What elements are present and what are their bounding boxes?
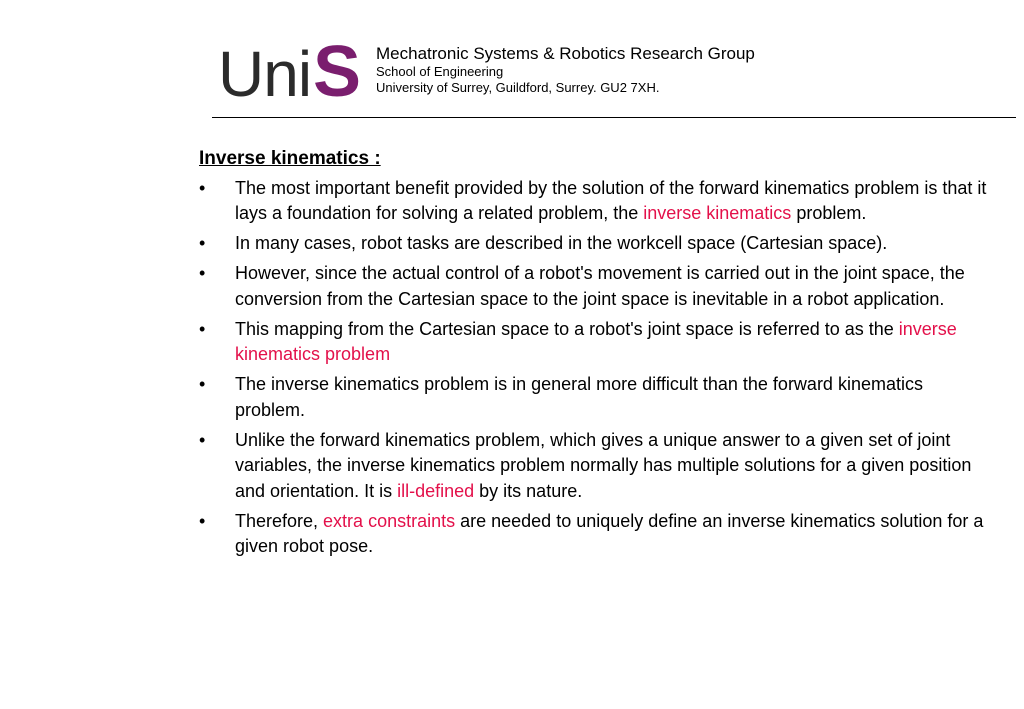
bullet-text: problem.: [791, 203, 867, 223]
bullet-item: [199, 231, 987, 257]
bullet-text: Therefore,: [235, 510, 324, 531]
bullet-text: are needed to uniquely define an inverse kinematics solution for a given robot pose.: [235, 510, 984, 556]
slide-content: [199, 146, 999, 564]
bullet-item: [199, 176, 987, 227]
bullet-text: Unlike the forward kinematics problem, which gives a unique answer to a given set of joint variables, the inverse kinematics problem normally has multiple solutions for a given position and orientation. It is: [235, 429, 972, 501]
bullet-text: by its nature.: [474, 480, 583, 501]
bullet-highlight: inverse kinematics: [643, 203, 792, 223]
bullet-highlight: inverse kinematics problem: [235, 318, 957, 364]
bullet-text: However, since the actual control of a robot's movement is carried out in the joint space, the conversion from the Cartesian space to the joint space is inevitable in a robot application.: [235, 263, 965, 309]
bullet-icon: •: [199, 374, 206, 394]
bullet-highlight: extra constraints: [323, 510, 456, 531]
bullet-item: [199, 261, 987, 312]
bullet-icon: •: [199, 177, 206, 198]
research-group-name: Mechatronic Systems & Robotics Research Group: [376, 44, 755, 63]
bullet-text: The most important benefit provided by the solution of the forward kinematics problem is that it lays a foundation for solving a related problem, the: [235, 177, 987, 223]
bullet-highlight: ill-defined: [397, 480, 475, 501]
bullet-item: [199, 372, 987, 423]
logo-s-letter: S: [313, 32, 362, 112]
bullet-item: [199, 509, 987, 560]
bullet-text: This mapping from the Cartesian space to a robot's joint space is referred to as the: [235, 318, 899, 339]
bullet-text: In many cases, robot tasks are described in the workcell space (Cartesian space).: [235, 233, 888, 253]
bullet-icon: •: [199, 429, 206, 450]
bullet-icon: •: [199, 318, 206, 339]
bullet-icon: •: [199, 233, 206, 253]
bullet-text: The inverse kinematics problem is in general more difficult than the forward kinematics problem.: [235, 374, 923, 420]
bullet-item: [199, 317, 987, 368]
logo-uni-text: Uni: [218, 38, 312, 110]
header-divider: [212, 117, 1016, 118]
unis-logo: [218, 32, 362, 112]
bullet-icon: •: [199, 510, 206, 531]
bullet-list: [199, 176, 999, 560]
university-address: University of Surrey, Guildford, Surrey. GU2 7XH.: [376, 79, 660, 95]
bullet-item: [199, 428, 987, 505]
bullet-icon: •: [199, 263, 206, 283]
header-block: [376, 44, 755, 96]
slide-heading: Inverse kinematics :: [199, 148, 381, 169]
school-name: School of Engineering: [376, 64, 504, 80]
